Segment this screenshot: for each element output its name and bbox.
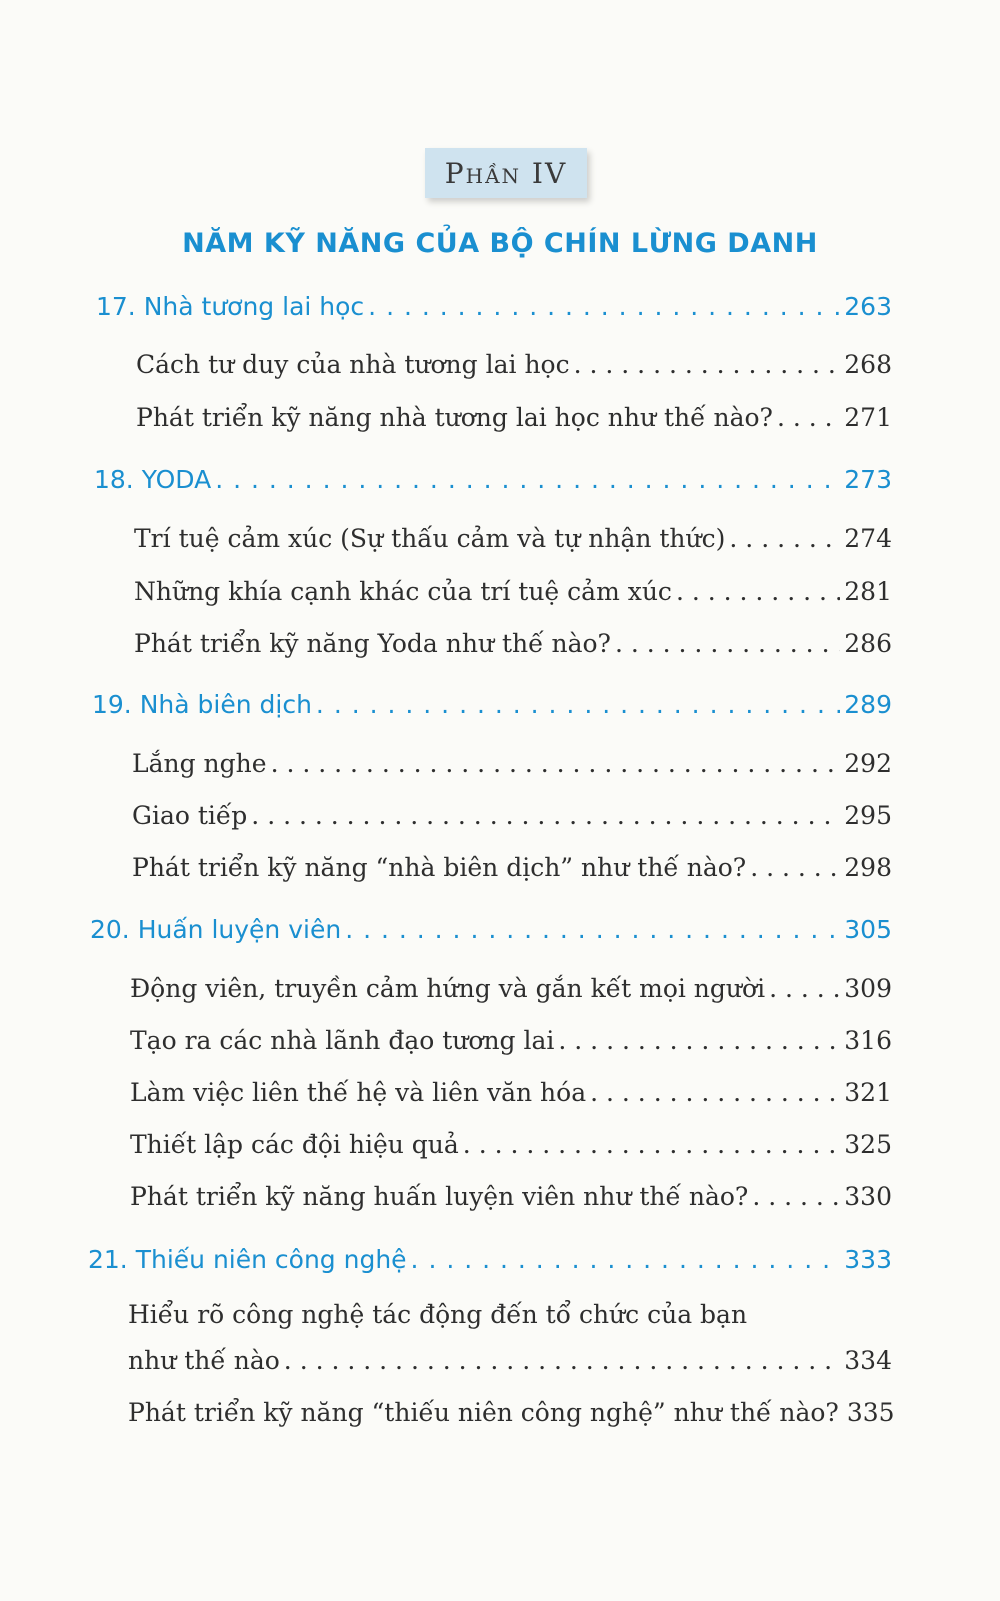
dot-leader bbox=[590, 1078, 840, 1107]
toc-section[interactable] bbox=[130, 974, 892, 1014]
part-label: Phần IV bbox=[444, 156, 568, 190]
dot-leader bbox=[574, 350, 841, 379]
dot-leader bbox=[284, 1346, 840, 1375]
dot-leader bbox=[752, 1182, 840, 1211]
toc-chapter-21[interactable] bbox=[88, 1245, 892, 1285]
toc-section[interactable] bbox=[130, 1182, 892, 1222]
toc-section[interactable] bbox=[132, 853, 892, 893]
toc-entry-title: Hiểu rõ công nghệ tác động đến tổ chức của bạn bbox=[128, 1300, 748, 1329]
toc-entry-title: Những khía cạnh khác của trí tuệ cảm xúc bbox=[134, 577, 672, 606]
dot-leader bbox=[463, 1130, 840, 1159]
toc-entry-title: 18. YODA bbox=[94, 465, 212, 494]
toc-entry-title: Cách tư duy của nhà tương lai học bbox=[136, 350, 570, 379]
toc-page-number: 271 bbox=[844, 403, 892, 432]
toc-page-number: 286 bbox=[844, 629, 892, 658]
toc-entry-title: 17. Nhà tương lai học bbox=[96, 292, 365, 321]
dot-leader bbox=[750, 853, 840, 882]
toc-page-number: 334 bbox=[844, 1346, 892, 1375]
toc-section[interactable] bbox=[134, 524, 892, 564]
toc-section[interactable] bbox=[132, 749, 892, 789]
dot-leader bbox=[615, 629, 840, 658]
toc-page-number: 333 bbox=[844, 1245, 892, 1274]
toc-chapter-20[interactable] bbox=[90, 915, 892, 955]
toc-page-number: 295 bbox=[844, 801, 892, 830]
toc-entry-title: Phát triển kỹ năng huấn luyện viên như thế nào? bbox=[130, 1182, 749, 1211]
toc-entry-title: Thiết lập các đội hiệu quả bbox=[130, 1130, 459, 1159]
toc-section[interactable] bbox=[128, 1346, 892, 1386]
toc-page-number: 289 bbox=[844, 690, 892, 719]
toc-page-number: 274 bbox=[844, 524, 892, 553]
toc-page-number: 281 bbox=[844, 577, 892, 606]
toc-page-number: 273 bbox=[844, 465, 892, 494]
dot-leader bbox=[411, 1245, 841, 1274]
toc-entry-title: Lắng nghe bbox=[132, 749, 267, 778]
dot-leader bbox=[271, 749, 841, 778]
toc-page-number: 309 bbox=[844, 974, 892, 1003]
toc-page-number: 298 bbox=[844, 853, 892, 882]
toc-entry-title: Phát triển kỹ năng “thiếu niên công nghệ” như thế nào? bbox=[128, 1398, 839, 1427]
toc-page-number: 263 bbox=[844, 292, 892, 321]
toc-entry-title: Phát triển kỹ năng “nhà biên dịch” như thế nào? bbox=[132, 853, 747, 882]
dot-leader bbox=[368, 292, 840, 321]
toc-page-number: 321 bbox=[844, 1078, 892, 1107]
part-label-box bbox=[425, 148, 587, 198]
toc-page-number: 335 bbox=[846, 1398, 895, 1427]
toc-entry-title: 19. Nhà biên dịch bbox=[92, 690, 312, 719]
toc-chapter-18[interactable] bbox=[94, 465, 892, 505]
toc-entry-title: Động viên, truyền cảm hứng và gắn kết mọi người bbox=[130, 974, 766, 1003]
dot-leader bbox=[316, 690, 840, 719]
toc-chapter-17[interactable] bbox=[96, 292, 892, 332]
toc-page-number: 292 bbox=[844, 749, 892, 778]
dot-leader bbox=[777, 403, 840, 432]
toc-section[interactable] bbox=[130, 1078, 892, 1118]
toc-section[interactable] bbox=[136, 350, 892, 390]
toc-section[interactable] bbox=[128, 1300, 892, 1340]
toc-section[interactable] bbox=[136, 403, 892, 443]
dot-leader bbox=[215, 465, 840, 494]
toc-entry-title: Phát triển kỹ năng nhà tương lai học như thế nào? bbox=[136, 403, 773, 432]
toc-section[interactable] bbox=[130, 1026, 892, 1066]
dot-leader bbox=[251, 801, 840, 830]
dot-leader bbox=[558, 1026, 840, 1055]
toc-section[interactable] bbox=[134, 629, 892, 669]
toc-chapter-19[interactable] bbox=[92, 690, 892, 730]
toc-entry-title: 20. Huấn luyện viên bbox=[90, 915, 342, 944]
toc-section[interactable] bbox=[128, 1398, 895, 1438]
toc-entry-title: Giao tiếp bbox=[132, 801, 248, 830]
toc-page-number: 325 bbox=[844, 1130, 892, 1159]
part-title: NĂM KỸ NĂNG CỦA BỘ CHÍN LỪNG DANH bbox=[182, 228, 818, 259]
toc-entry-title: Tạo ra các nhà lãnh đạo tương lai bbox=[130, 1026, 555, 1055]
toc-entry-title: như thế nào bbox=[128, 1346, 280, 1375]
dot-leader bbox=[729, 524, 840, 553]
toc-section[interactable] bbox=[132, 801, 892, 841]
toc-page-number: 268 bbox=[844, 350, 892, 379]
toc-entry-title: Làm việc liên thế hệ và liên văn hóa bbox=[130, 1078, 587, 1107]
toc-page-number: 305 bbox=[844, 915, 892, 944]
toc-entry-title: Trí tuệ cảm xúc (Sự thấu cảm và tự nhận thức) bbox=[134, 524, 726, 553]
toc-section[interactable] bbox=[130, 1130, 892, 1170]
toc-entry-title: 21. Thiếu niên công nghệ bbox=[88, 1245, 407, 1274]
toc-entry-title: Phát triển kỹ năng Yoda như thế nào? bbox=[134, 629, 611, 658]
toc-page-number: 316 bbox=[844, 1026, 892, 1055]
dot-leader bbox=[769, 974, 840, 1003]
toc-section[interactable] bbox=[134, 577, 892, 617]
toc-page-number: 330 bbox=[844, 1182, 892, 1211]
dot-leader bbox=[676, 577, 840, 606]
dot-leader bbox=[345, 915, 840, 944]
